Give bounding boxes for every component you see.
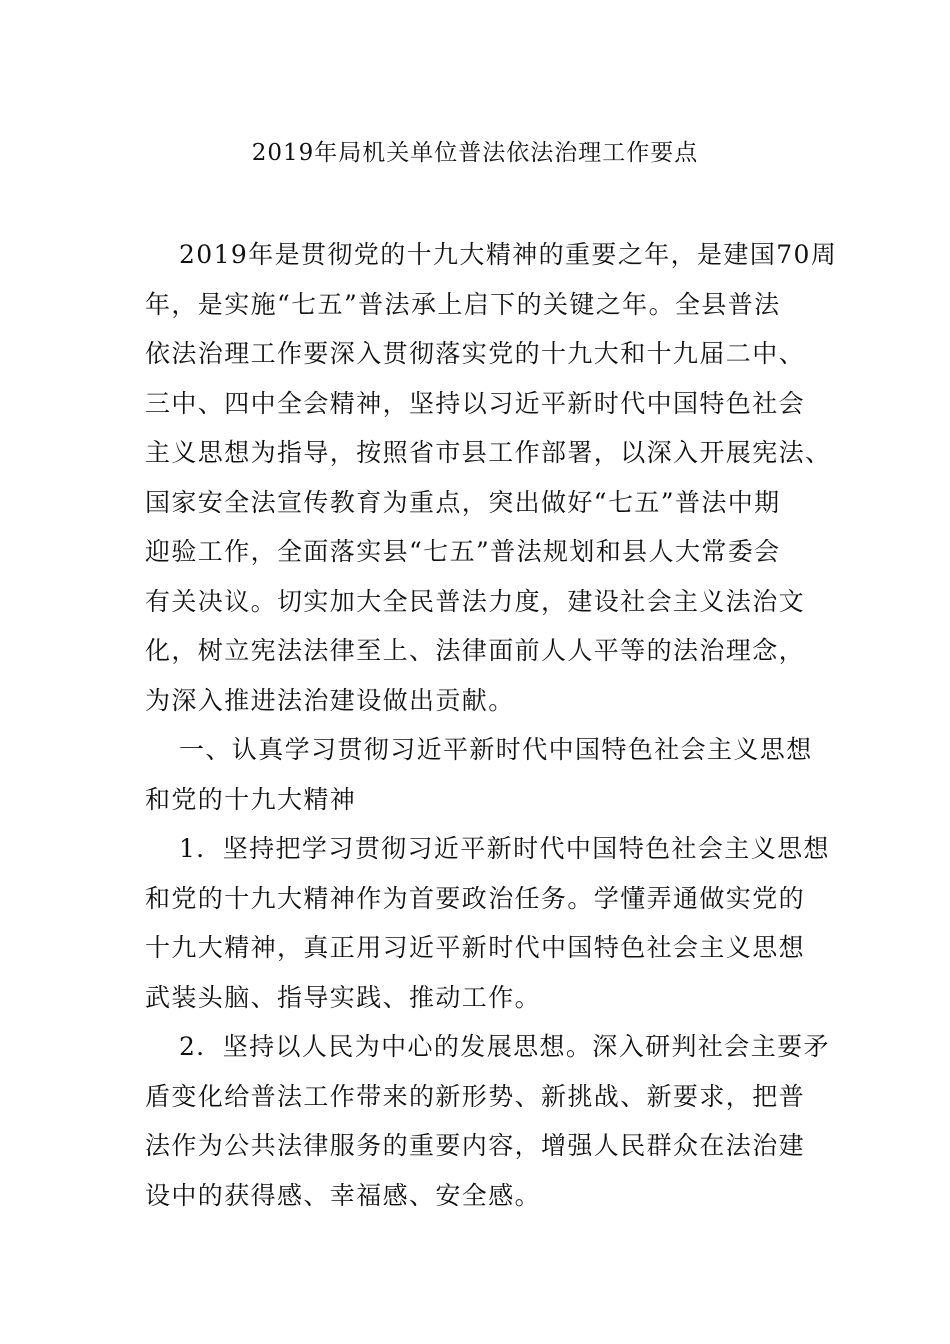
section-heading xyxy=(145,725,815,824)
text-line: 三中、四中全会精神，坚持以习近平新时代中国特色社会 xyxy=(145,388,806,418)
text-line: 有关决议。切实加大全民普法力度，建设社会主义法治文 xyxy=(145,586,806,616)
text-line: 和党的十九大精神 xyxy=(145,784,357,814)
text-line: 设中的获得感、幸福感、安全感。 xyxy=(145,1180,542,1210)
text-line: 为深入推进法治建设做出贡献。 xyxy=(145,685,515,715)
text-line: 1．坚持把学习贯彻习近平新时代中国特色社会主义思想 xyxy=(179,834,830,863)
list-item-1 xyxy=(145,824,830,1022)
text-line: 化，树立宪法法律至上、法律面前人人平等的法治理念， xyxy=(145,636,806,665)
text-line: 依法治理工作要深入贯彻落实党的十九大和十九届二中、 xyxy=(145,339,806,368)
text-line: 武装头脑、指导实践、推动工作。 xyxy=(145,982,542,1012)
list-item-2 xyxy=(145,1022,830,1220)
text-line: 2019年是贯彻党的十九大精神的重要之年，是建国70周 xyxy=(179,240,838,269)
document-title: 2019年局机关单位普法依法治理工作要点 xyxy=(251,140,699,166)
text-line: 国家安全法宣传教育为重点，突出做好“七五”普法中期 xyxy=(145,487,781,517)
text-line: 盾变化给普法工作带来的新形势、新挑战、新要求，把普 xyxy=(145,1081,806,1111)
text-line: 年，是实施“七五”普法承上启下的关键之年。全县普法 xyxy=(145,289,781,319)
text-line: 迎验工作，全面落实县“七五”普法规划和县人大常委会 xyxy=(145,537,781,566)
text-line: 2．坚持以人民为中心的发展思想。深入研判社会主要矛 xyxy=(179,1032,830,1061)
text-line: 法作为公共法律服务的重要内容，增强人民群众在法治建 xyxy=(145,1131,806,1160)
intro-paragraph xyxy=(145,230,838,725)
text-line: 十九大精神，真正用习近平新时代中国特色社会主义思想 xyxy=(145,933,806,962)
text-line: 和党的十九大精神作为首要政治任务。学懂弄通做实党的 xyxy=(145,883,806,913)
document-body xyxy=(145,230,838,1220)
text-line: 主义思想为指导，按照省市县工作部署，以深入开展宪法、 xyxy=(145,438,832,467)
text-line: 一、认真学习贯彻习近平新时代中国特色社会主义思想 xyxy=(179,735,813,764)
